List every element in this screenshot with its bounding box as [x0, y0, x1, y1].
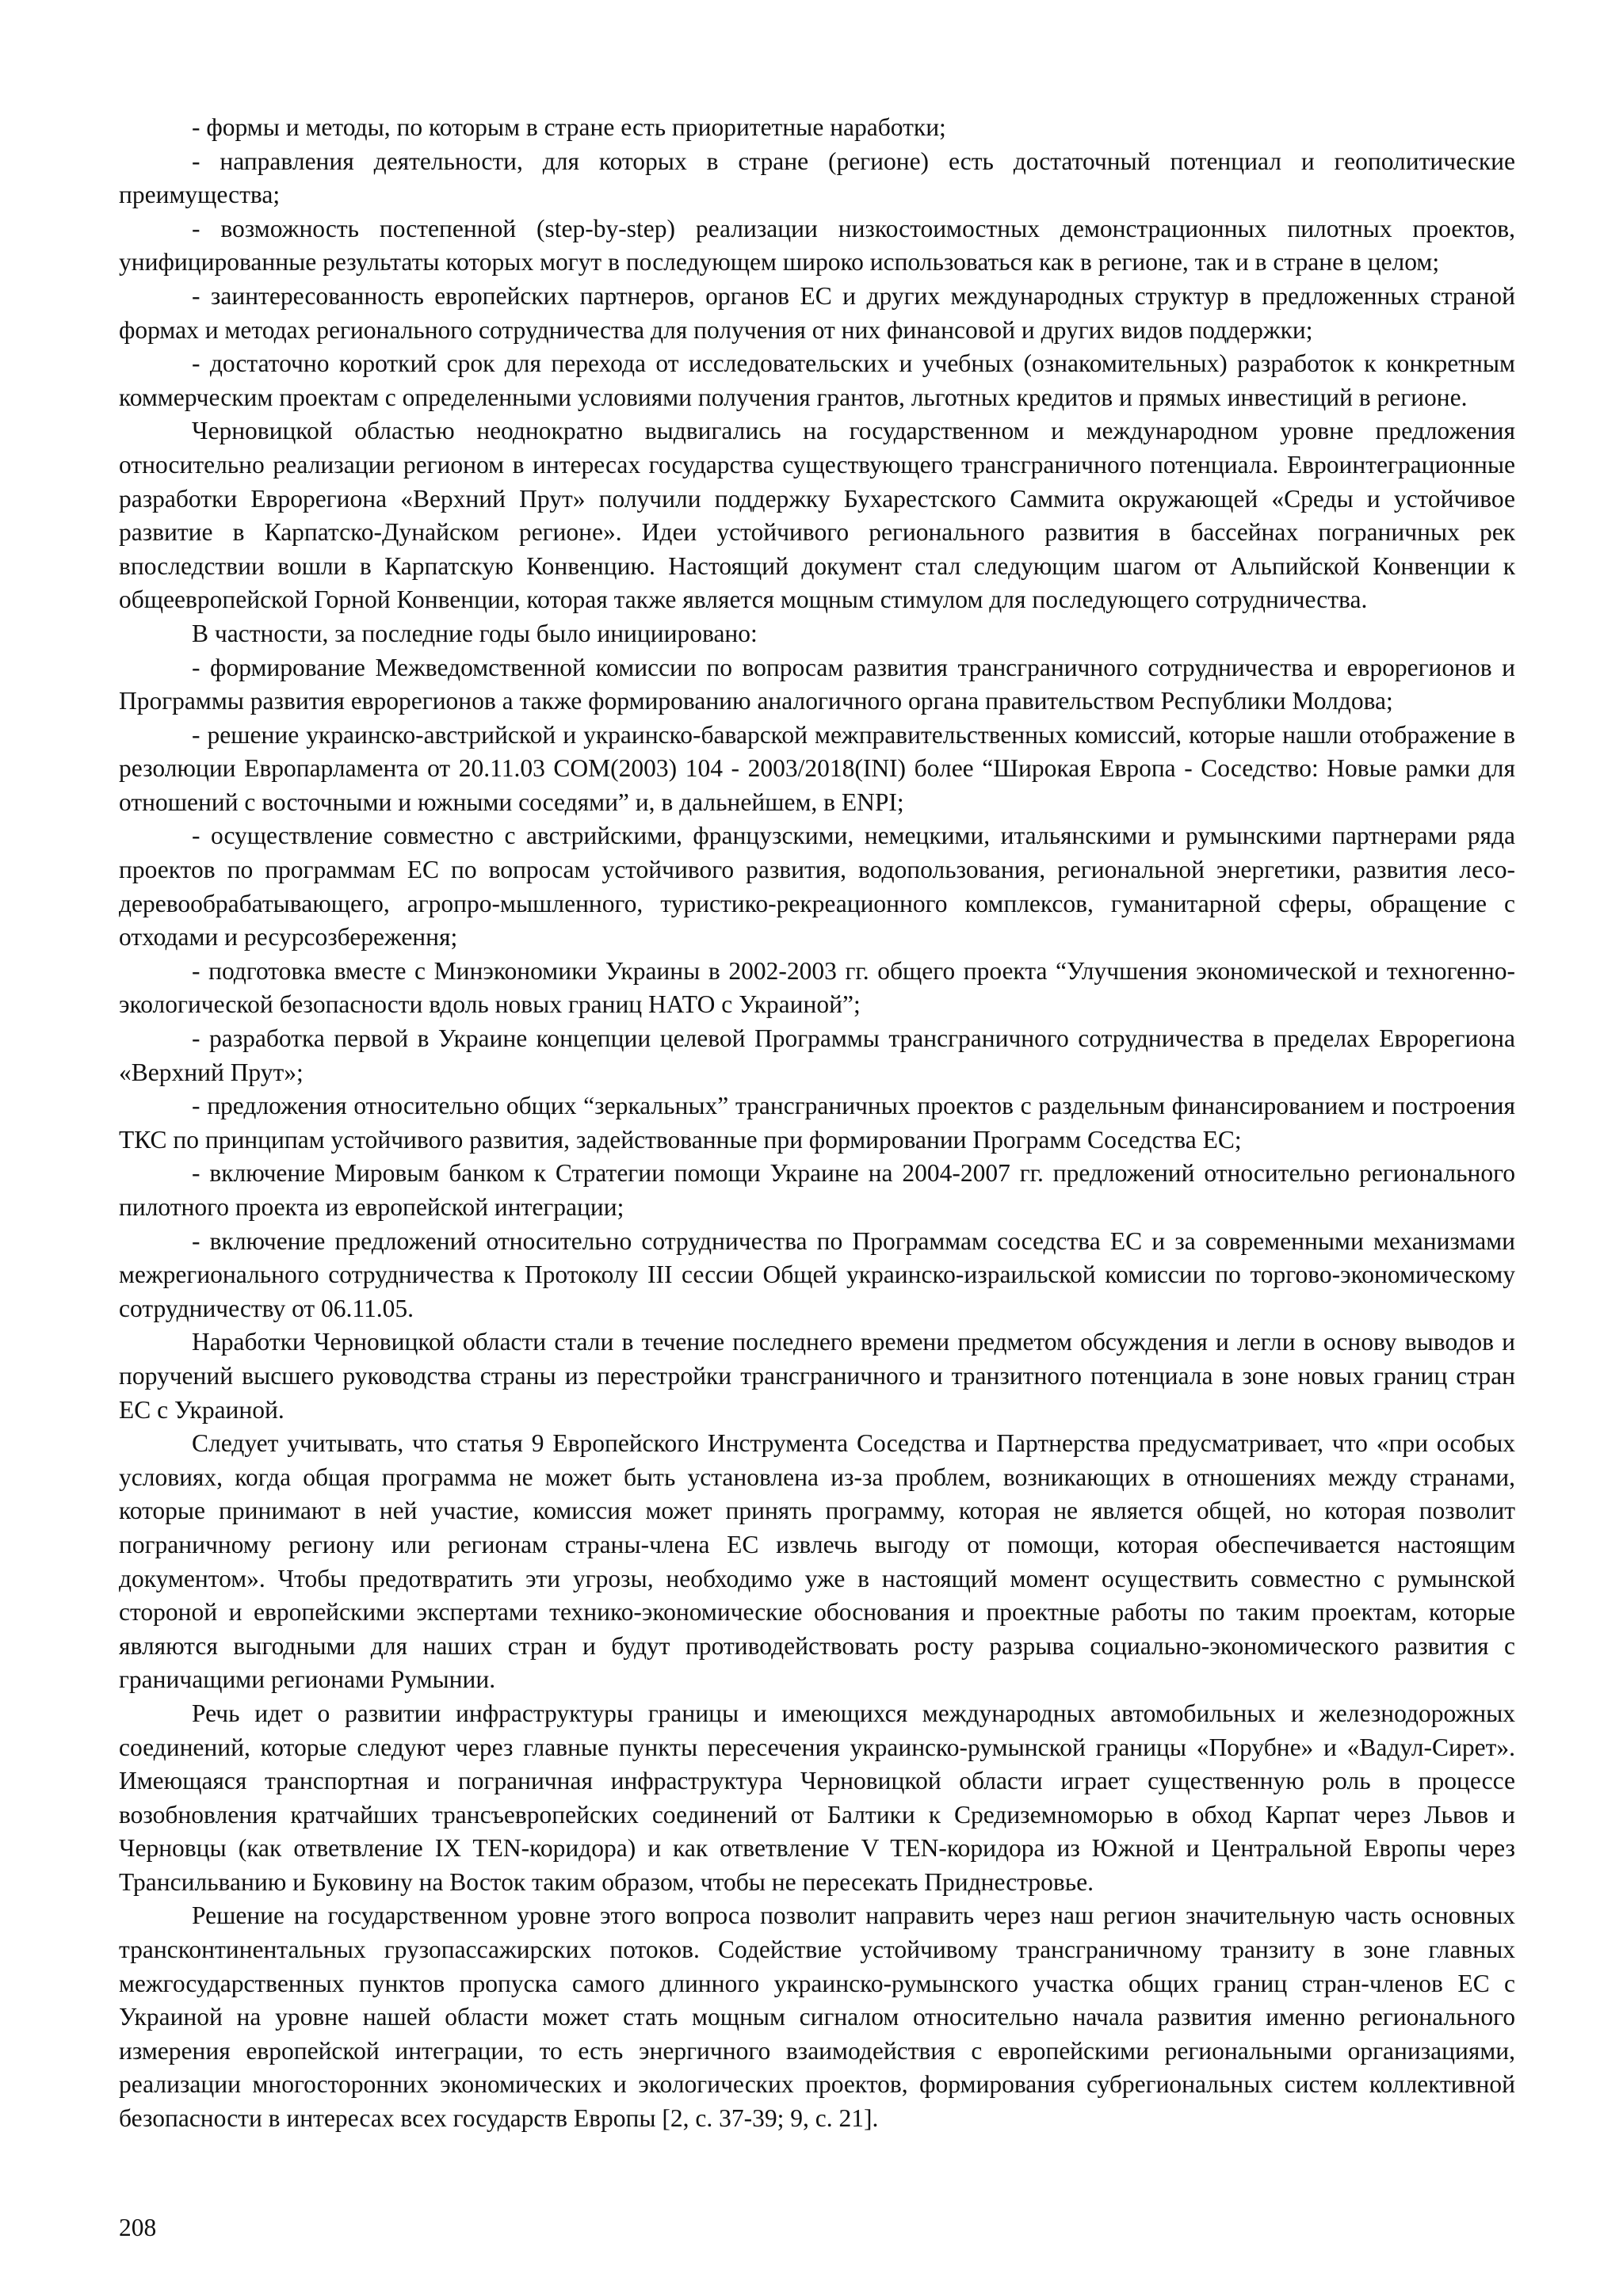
paragraph-8: - формирование Межведомственной комиссии по вопросам развития трансграничного сотрудничества и еврорегионов и Программы развития еврорегионов а также формированию аналогичного органа правительством Республики Молдова; [119, 653, 1515, 715]
paragraph-9: - решение украинско-австрийской и украинско-баварской межправительственных комиссий, которые нашли отображение в резолюции Европарламента от 20.11.03 COM(2003) 104 - 2003/2018(INI) более “Широкая Европа - Соседство: Новые рамки для отношений с восточными и южными соседями” и, в дальнейшем, в ENPI; [119, 720, 1515, 816]
paragraph-5: - достаточно короткий срок для перехода от исследовательских и учебных (ознакомительных) разработок к конкретным коммерческим проектам с определенными условиями получения грантов, льготных кредитов и прямых инвестиций в регионе. [119, 349, 1515, 411]
paragraph-7: В частности, за последние годы было инициировано: [192, 619, 758, 647]
paragraph-10: - осуществление совместно с австрийскими, французскими, немецкими, итальянскими и румынскими партнерами ряда проектов по программам ЕС по вопросам устойчивого развития, водопользования, региональной энергетики, развития лесо-деревообрабатывающего, агропро-мышленного, туристико-рекреационного комплексов, гуманитарной сферы, обращение с отходами и ресурсозбереження; [119, 822, 1515, 952]
paragraph-16: Наработки Черновицкой области стали в течение последнего времени предметом обсуждения и легли в основу выводов и поручений высшего руководства страны из перестройки трансграничного и транзитного потенциала в зоне новых границ стран ЕС с Украиной. [119, 1328, 1515, 1424]
paragraph-6: Черновицкой областью неоднократно выдвигались на государственном и международном уровне предложения относительно реализации регионом в интересах государства существующего трансграничного потенциала. Евроинтеграционные разработки Еврорегиона «Верхний Прут» получили поддержку Бухарестского Саммита окружающей «Среды и устойчивое развитие в Карпатско-Дунайском регионе». Идеи устойчивого регионального развития в бассейнах пограничных рек впоследствии вошли в Карпатскую Конвенцию. Настоящий документ стал следующим шагом от Альпийской Конвенции к общеевропейской Горной Конвенции, которая также является мощным стимулом для последующего сотрудничества. [119, 417, 1515, 614]
page-number: 208 [119, 2214, 157, 2241]
document-body [119, 111, 1515, 2250]
paragraph-13: - предложения относительно общих “зеркальных” трансграничных проектов с раздельным финансированием и построения ТКС по принципам устойчивого развития, задействованные при формировании Программ Соседства ЕС; [119, 1092, 1515, 1154]
paragraph-2: - направления деятельности, для которых в стране (регионе) есть достаточный потенциал и геополитические преимущества; [119, 147, 1515, 209]
paragraph-11: - подготовка вместе с Минэкономики Украины в 2002-2003 гг. общего проекта “Улучшения экономической и техногенно-экологической безопасности вдоль новых границ НАТО с Украиной”; [119, 956, 1515, 1019]
paragraph-4: - заинтересованность европейских партнеров, органов ЕС и других международных структур в предложенных страной формах и методах регионального сотрудничества для получения от них финансовой и других видов поддержки; [119, 281, 1515, 344]
paragraph-17: Следует учитывать, что статья 9 Европейского Инструмента Соседства и Партнерства предусматривает, что «при особых условиях, когда общая программа не может быть установлена из-за проблем, возникающих в отношениях между странами, которые принимают в ней участие, комиссия может принять программу, которая не является общей, но которая позволит пограничному региону или регионам страны-члена ЕС извлечь выгоду от помощи, которая обеспечивается настоящим документом». Чтобы предотвратить эти угрозы, необходимо уже в настоящий момент осуществить совместно с румынской стороной и европейскими экспертами технико-экономические обоснования и проектные работы по таким проектам, которые являются выгодными для наших стран и будут противодействовать росту разрыва социально-экономического развития с граничащими регионами Румынии. [119, 1429, 1515, 1694]
paragraph-12: - разработка первой в Украине концепции целевой Программы трансграничного сотрудничества в пределах Еврорегиона «Верхний Прут»; [119, 1024, 1515, 1086]
paragraph-3: - возможность постепенной (step-by-step) реализации низкостоимостных демонстрационных пилотных проектов, унифицированные результаты которых могут в последующем широко использоваться как в регионе, так и в стране в целом; [119, 214, 1515, 277]
paragraph-1: - формы и методы, по которым в стране есть приоритетные наработки; [192, 113, 946, 141]
paragraph-15: - включение предложений относительно сотрудничества по Программам соседства ЕС и за современными механизмами межрегионального сотрудничества к Протоколу III сессии Общей украинско-израильской комиссии по торгово-экономическому сотрудничеству от 06.11.05. [119, 1226, 1515, 1322]
paragraph-14: - включение Мировым банком к Стратегии помощи Украине на 2004-2007 гг. предложений относительно регионального пилотного проекта из европейской интеграции; [119, 1159, 1515, 1221]
paragraph-19: Решение на государственном уровне этого вопроса позволит направить через наш регион значительную часть основных трансконтинентальных грузопассажирских потоков. Содействие устойчивому трансграничному транзиту в зоне главных межгосударственных пунктов пропуска самого длинного украинско-румынского участка общих границ стран-членов ЕС с Украиной на уровне нашей области может стать мощным сигналом относительно начала развития именно регионального измерения европейской интеграции, то есть энергичного взаимодействия с европейскими региональными организациями, реализации многосторонних экономических и экологических проектов, формирования субрегиональных систем коллективной безопасности в интересах всех государств Европы [2, с. 37-39; 9, с. 21]. [119, 1901, 1515, 2133]
paragraph-18: Речь идет о развитии инфраструктуры границы и имеющихся международных автомобильных и железнодорожных соединений, которые следуют через главные пункты пересечения украинско-румынской границы «Порубне» и «Вадул-Сирет». Имеющаяся транспортная и пограничная инфраструктура Черновицкой области играет существенную роль в процессе возобновления кратчайших трансъевропейских соединений от Балтики к Средиземноморью в обход Карпат через Львов и Черновцы (как ответвление IX TEN-коридора) и как ответвление V TEN-коридора из Южной и Центральной Европы через Трансильванию и Буковину на Восток таким образом, чтобы не пересекать Приднестровье. [119, 1699, 1515, 1896]
